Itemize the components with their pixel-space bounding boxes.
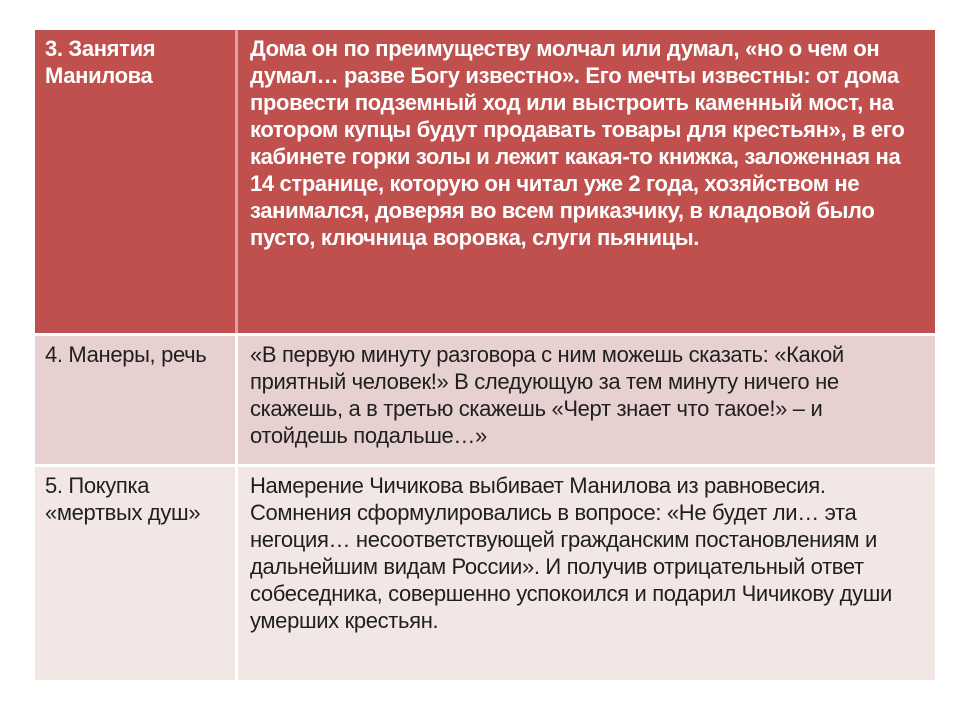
row-label-cell — [35, 30, 238, 333]
table-row — [35, 467, 935, 680]
row-label-cell — [35, 467, 238, 680]
row-label: 4. Манеры, речь — [45, 342, 207, 367]
row-content-cell — [238, 467, 935, 680]
row-content: Намерение Чичикова выбивает Манилова из равновесия. Сомнения сформулировались в вопросе: «Не будет ли… эта негоция… несоответствующей гражданским постановлениям и дальнейшим видам России». И получив отрицательный ответ собеседника, совершенно успокоился и подарил Чичикову души умерших крестьян. — [250, 473, 892, 633]
row-content-cell — [238, 336, 935, 464]
row-label-cell — [35, 336, 238, 464]
row-content-cell — [238, 30, 935, 333]
row-content: Дома он по преимуществу молчал или думал, «но о чем он думал… разве Богу известно». Его мечты известны: от дома провести подземный ход или выстроить каменный мост, на котором купцы будут продавать товары для крестьян», в его кабинете горки золы и лежит какая-то книжка, заложенная на 14 странице, которую он читал уже 2 года, хозяйством не занимался, доверяя во всем приказчику, в кладовой было пусто, ключница воровка, слуги пьяницы. — [250, 36, 905, 250]
table-row — [35, 30, 935, 333]
character-table — [35, 30, 935, 680]
row-label: 5. Покупка «мертвых душ» — [45, 473, 201, 525]
table-row — [35, 336, 935, 464]
row-label: 3. Занятия Манилова — [45, 36, 156, 88]
row-content: «В первую минуту разговора с ним можешь сказать: «Какой приятный человек!» В следующую за тем минуту ничего не скажешь, а в третью скажешь «Черт знает что такое!» – и отойдешь подальше…» — [250, 342, 844, 448]
